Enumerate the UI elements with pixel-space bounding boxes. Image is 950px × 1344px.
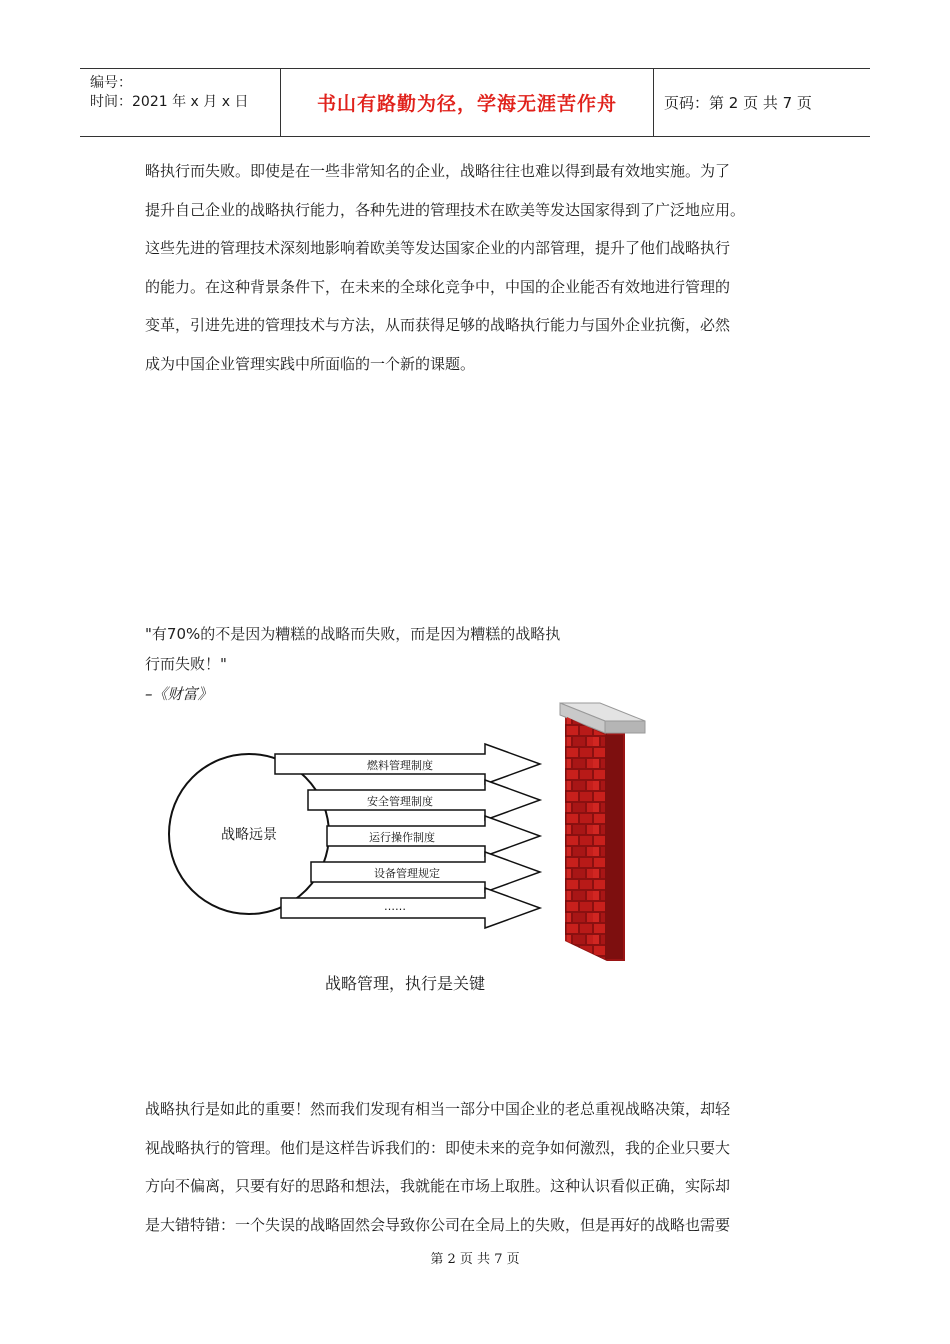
figure-caption: 战略管理，执行是关键 [325, 974, 486, 993]
paragraph-line: 变革，引进先进的管理技术与方法，从而获得足够的战略执行能力与国外企业抗衡，必然 [145, 316, 731, 334]
paragraph-line: 提升自己企业的战略执行能力，各种先进的管理技术在欧美等发达国家得到了广泛地应用。 [145, 200, 746, 219]
strategy-vision-label: 战略远景 [221, 827, 277, 843]
paragraph-line: 的能力。在这种背景条件下，在未来的全球化竞争中，中国的企业能否有效地进行管理的 [145, 277, 731, 296]
document-time-label: 时间：2021 年 x 月 x 日 [90, 94, 249, 110]
header-motto: 书山有路勤为径，学海无涯苦作舟 [316, 93, 617, 115]
paragraph-1 [145, 152, 805, 383]
header-motto-cell [281, 69, 654, 136]
quote-line-2: 行而失败！" [145, 655, 227, 673]
arrow-label: 设备管理规定 [374, 867, 440, 880]
header-page-cell [654, 69, 870, 136]
paragraph-line: 视战略执行的管理。他们是这样告诉我们的：即使未来的竞争如何激烈，我的企业只要大 [145, 1138, 731, 1157]
header-page-info: 页码：第 2 页 共 7 页 [664, 94, 812, 112]
paragraph-line: 战略执行是如此的重要！然而我们发现有相当一部分中国企业的老总重视战略决策，却轻 [145, 1100, 731, 1118]
header-meta-cell [80, 69, 281, 136]
arrow-3 [327, 816, 540, 856]
strategy-diagram-graphic [145, 615, 675, 965]
page-footer: 第 2 页 共 7 页 [430, 1252, 520, 1267]
arrow-label: …… [384, 900, 406, 913]
paragraph-line: 方向不偏离，只要有好的思路和想法，我就能在市场上取胜。这种认识看似正确，实际却 [145, 1177, 731, 1195]
quote-source: –《财富》 [145, 685, 213, 703]
arrow-label: 燃料管理制度 [367, 759, 433, 772]
brick-wall-graphic [560, 703, 645, 961]
arrow-1 [275, 744, 540, 784]
arrow-label: 安全管理制度 [367, 795, 433, 808]
arrow-4 [311, 852, 540, 892]
paragraph-line: 这些先进的管理技术深刻地影响着欧美等发达国家企业的内部管理，提升了他们战略执行 [145, 239, 731, 257]
arrow-label: 运行操作制度 [369, 831, 435, 844]
document-number-label: 编号： [90, 75, 132, 91]
strategy-execution-figure [145, 615, 675, 995]
paragraph-line: 略执行而失败。即使是在一些非常知名的企业，战略往往也难以得到最有效地实施。为了 [145, 162, 731, 180]
document-header [80, 68, 870, 137]
paragraph-line: 是大错特错：一个失误的战略固然会导致你公司在全局上的失败，但是再好的战略也需要 [145, 1215, 731, 1234]
arrow-2 [308, 780, 540, 820]
quote-line-1: "有70%的不是因为糟糕的战略而失败，而是因为糟糕的战略执 [145, 625, 561, 643]
paragraph-2 [145, 1090, 805, 1244]
paragraph-line: 成为中国企业管理实践中所面临的一个新的课题。 [145, 354, 476, 373]
arrow-5 [281, 888, 540, 928]
